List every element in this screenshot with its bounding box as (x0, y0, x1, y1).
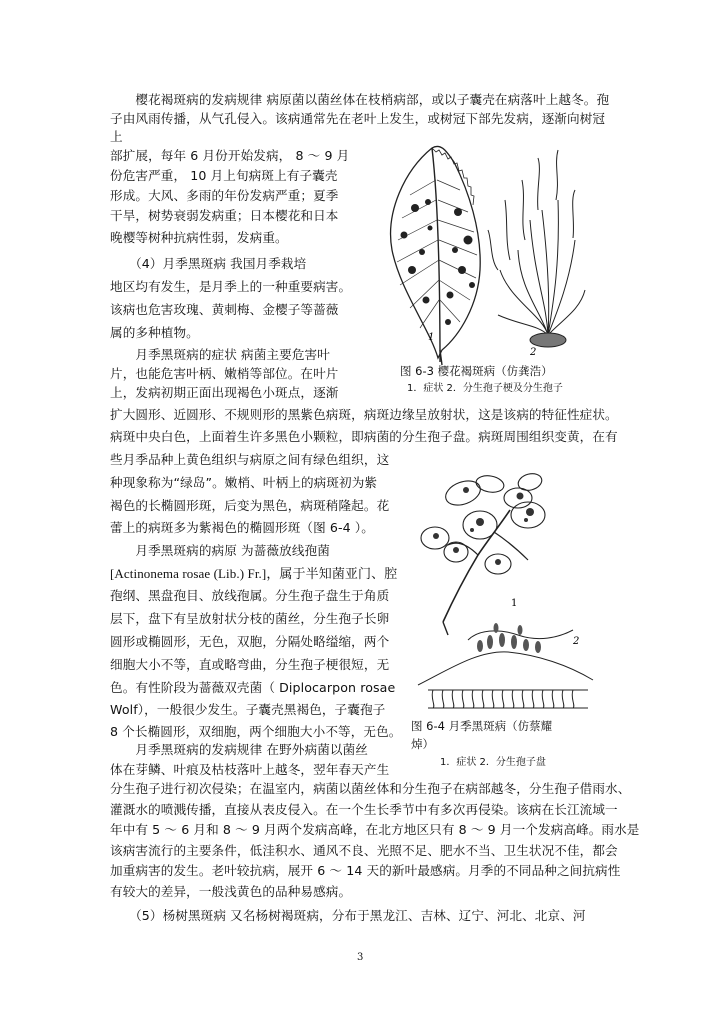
text-line: 分生孢子进行初次侵染；在温室内，病菌以菌丝体和分生孢子在病部越冬，分生孢子借雨水、 (110, 781, 631, 796)
text-line: 孢纲、黑盘孢目、放线孢属。分生孢子盘生于角质 (110, 588, 390, 603)
figure-6-4-illustration (408, 470, 603, 715)
text-line: 上 (110, 129, 123, 144)
text-line: 色。有性阶段为蔷薇双壳菌（ Diplocarpon rosae (110, 680, 396, 695)
text-line: 加重病害的发生。老叶较抗病，展开 6 ～ 14 天的新叶最感病。月季的不同品种之间抗病性 (110, 863, 621, 878)
figure-6-4-label-1: 1 (511, 598, 518, 609)
text-line: Wolf），一般很少发生。子囊壳黑褐色，子囊孢子 (110, 702, 386, 717)
text-line: 灌溉水的喷溅传播，直接从表皮侵入。在一个生长季节中有多次再侵染。该病在长江流域一 (110, 802, 618, 817)
page-number: 3 (357, 952, 364, 963)
text-line: 年中有 5 ～ 6 月和 8 ～ 9 月两个发病高峰，在北方地区只有 8 ～ 9 月一个发病高峰。雨水是 (110, 822, 640, 837)
text-line: 属的多种植物。 (110, 325, 199, 340)
text-line: （4）月季黑斑病 我国月季栽培 (110, 256, 307, 271)
text-line: 形成。大风、多雨的年份发病严重；夏季 (110, 188, 339, 203)
text-line: 月季黑斑病的发病规律 在野外病菌以菌丝 (110, 742, 368, 757)
text-line: 晚樱等树种抗病性弱，发病重。 (110, 230, 288, 245)
figure-6-4-label-2: 2 (573, 636, 580, 647)
text-line: [Actinonema rosae (Lib.) Fr.]，属于半知菌亚门、腔 (110, 566, 398, 581)
text-line: 该病也危害玫瑰、黄刺梅、金樱子等蔷薇 (110, 302, 339, 317)
text-line: 片，也能危害叶柄、嫩梢等部位。在叶片 (110, 366, 339, 381)
text-line: 樱花褐斑病的发病规律 病原菌以菌丝体在枝梢病部，或以子囊壳在病落叶上越冬。孢 (110, 92, 610, 107)
text-line: 些月季品种上黄色组织与病原之间有绿色组织，这 (110, 452, 390, 467)
figure-6-3-subcaption: 1．症状 2．分生孢子梗及分生孢子 (407, 383, 563, 394)
text-line: 圆形或椭圆形，无色，双胞，分隔处略缢缩，两个 (110, 634, 390, 649)
figure-6-4-subcaption: 1．症状 2．分生孢子盘 (440, 757, 546, 768)
text-line: （5）杨树黑斑病 又名杨树褐斑病，分布于黑龙江、吉林、辽宁、河北、北京、河 (110, 908, 586, 923)
text-line: 细胞大小不等，直或略弯曲，分生孢子梗很短，无 (110, 657, 390, 672)
text-line: 干旱，树势衰弱发病重；日本樱花和日本 (110, 208, 339, 223)
figure-6-3-label-2: 2 (530, 347, 537, 358)
figure-6-3-label-1: 1 (428, 332, 435, 343)
text-line: 扩大圆形、近圆形、不规则形的黑紫色病斑，病斑边缘呈放射状，这是该病的特征性症状。 (110, 407, 618, 422)
text-line: 8 个长椭圆形，双细胞，两个细胞大小不等，无色。 (110, 724, 402, 739)
conidiophores (488, 150, 585, 335)
text-line: 地区均有发生，是月季上的一种重要病害。 (110, 279, 352, 294)
text-line: 月季黑斑病的病原 为蔷薇放线孢菌 (110, 543, 330, 558)
figure-6-3-illustration (370, 140, 590, 365)
text-line: 蕾上的病斑多为紫褐色的椭圆形斑（图 6-4 ）。 (110, 520, 374, 535)
text-line: 种现象称为“绿岛”。嫩梢、叶柄上的病斑初为紫 (110, 475, 378, 490)
text-line: 份危害严重， 10 月上旬病斑上有子囊壳 (110, 168, 338, 183)
figure-6-3-caption: 图 6-3 樱花褐斑病（仿龚浩） (400, 364, 553, 378)
text-line: 子由风雨传播，从气孔侵入。该病通常先在老叶上发生，或树冠下部先发病，逐渐向树冠 (110, 111, 606, 126)
figure-6-4-caption-line2: 焯） (411, 737, 434, 751)
acervulus (418, 630, 593, 708)
text-line: 层下，盘下有呈放射状分枝的菌丝，分生孢子长卵 (110, 611, 390, 626)
text-line: 该病害流行的主要条件，低洼积水、通风不良、光照不足、肥水不当、卫生状况不佳，都会 (110, 843, 618, 858)
text-line: 体在芽鳞、叶痕及枯枝落叶上越冬，翌年春天产生 (110, 762, 390, 777)
text-line: 月季黑斑病的症状 病菌主要危害叶 (110, 347, 330, 362)
text-line: 上，发病初期正面出现褐色小斑点，逐渐 (110, 385, 339, 400)
text-line: 有较大的差异，一般浅黄色的品种易感病。 (110, 884, 352, 899)
text-line: 褐色的长椭圆形斑，后变为黑色，病斑稍隆起。花 (110, 498, 390, 513)
figure-6-4-caption-line1: 图 6-4 月季黑斑病（仿蔡耀 (411, 719, 553, 733)
text-line: 部扩展，每年 6 月份开始发病， 8 ～ 9 月 (110, 148, 350, 163)
text-line: 病斑中央白色，上面着生许多黑色小颗粒，即病菌的分生孢子盘。病斑周围组织变黄，在有 (110, 429, 618, 444)
